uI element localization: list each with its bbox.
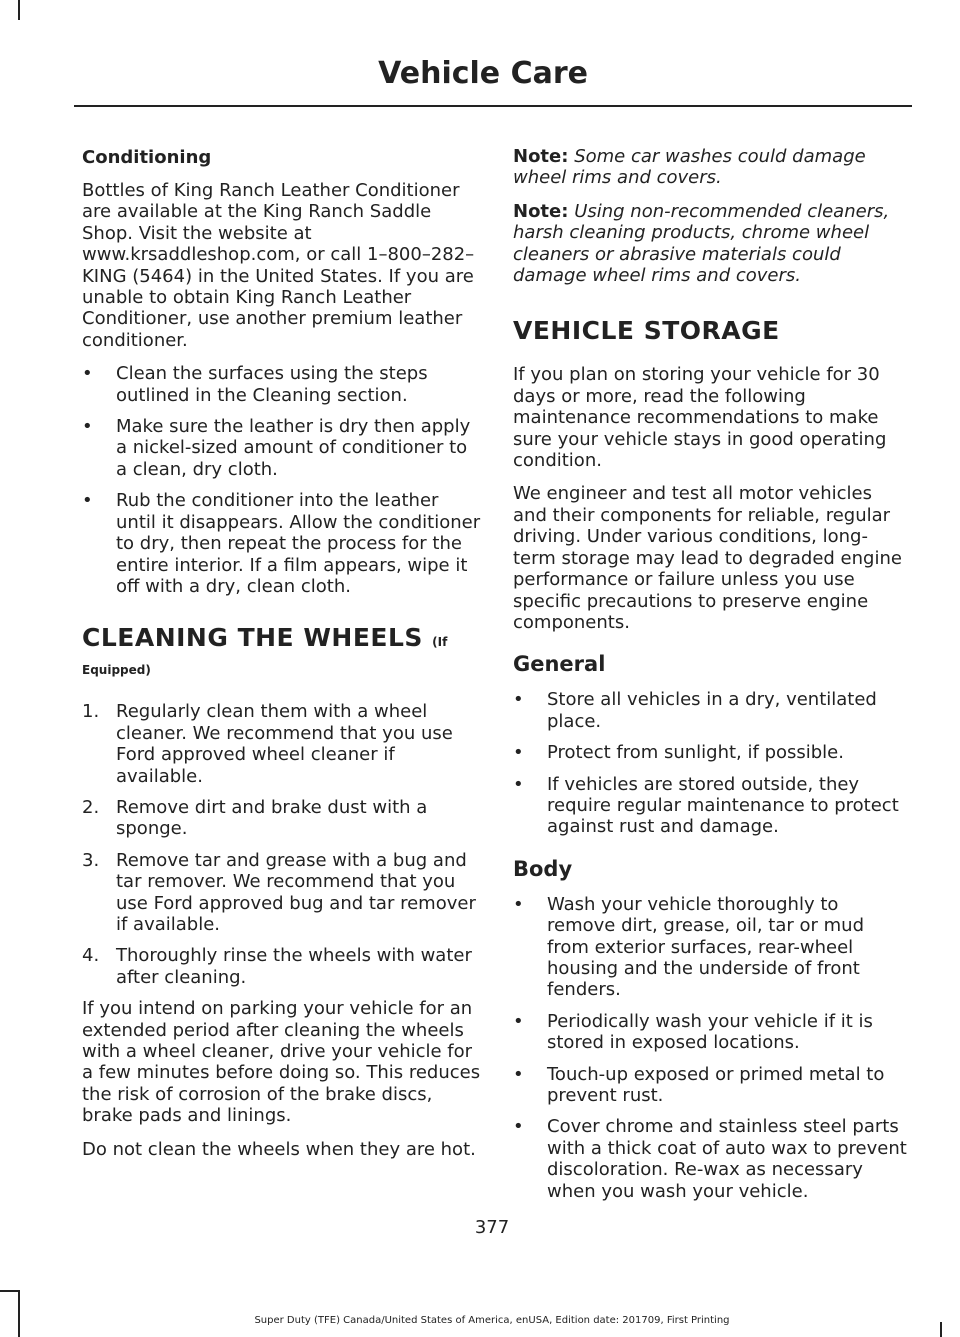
right-column <box>513 146 909 1212</box>
conditioning-bullet <box>82 363 482 406</box>
note-label: Note: <box>513 200 569 222</box>
crop-mark-bottom-left <box>18 1290 20 1337</box>
step-text: Regularly clean them with a wheel cleaner. We recommend that you use Ford approved wheel cleaner if available. <box>116 701 453 787</box>
step-text: Remove dirt and brake dust with a sponge. <box>116 796 428 840</box>
bullet-text: Touch-up exposed or primed metal to prevent rust. <box>547 1063 885 1106</box>
conditioning-bullet <box>82 490 482 597</box>
note-label: Note: <box>513 146 569 167</box>
wheels-steps-list <box>82 701 482 988</box>
bullet-text: Protect from sunlight, if possible. <box>547 742 844 764</box>
bullet-mark: • <box>513 1063 524 1085</box>
page-number: 377 <box>474 1217 510 1238</box>
crop-mark-top-left <box>18 0 20 20</box>
bullet-text: Rub the conditioner into the leather until it disappears. Allow the conditioner to dry, then repeat the process for the entire interior. If a film appears, wipe it off with a dry, clean cloth. <box>116 490 481 597</box>
step-text: Thoroughly rinse the wheels with water after cleaning. <box>116 945 472 988</box>
crop-mark-bottom-left-h <box>0 1290 20 1292</box>
wheels-paragraph-2: Do not clean the wheels when they are hot. <box>82 1138 476 1160</box>
conditioning-paragraph: Bottles of King Ranch Leather Conditioner are available at the King Ranch Saddle Shop. Visit the website at www.krsaddleshop.com, or call 1–800–282–KING (5464) in the United States. If you are unable to obtain King Ranch Leather Conditioner, use another premium leather conditioner. <box>82 180 475 351</box>
note-text: Some car washes could damage wheel rims and covers. <box>513 146 866 189</box>
bullet-mark: • <box>513 1010 524 1032</box>
bullet-mark: • <box>513 742 524 764</box>
wheels-step <box>82 850 482 936</box>
general-bullet <box>513 774 909 838</box>
bullet-mark: • <box>513 1116 524 1138</box>
bullet-text: Make sure the leather is dry then apply a nickel-sized amount of conditioner to a clean, dry cloth. <box>116 416 471 480</box>
general-bullet <box>513 689 909 732</box>
step-text: Remove tar and grease with a bug and tar remover. We recommend that you use Ford approved bug and tar remover if available. <box>116 849 476 935</box>
page-header-title: Vehicle Care <box>378 56 588 91</box>
bullet-mark: • <box>82 490 93 512</box>
body-bullet <box>513 1116 909 1202</box>
general-bullet-list <box>513 689 909 837</box>
note-2 <box>513 201 909 287</box>
wheels-heading-qualifier: (If <box>432 635 448 650</box>
wheels-step <box>82 797 482 840</box>
bullet-text: If vehicles are stored outside, they require regular maintenance to protect against rust and damage. <box>547 773 899 838</box>
wheels-heading-qualifier-2: Equipped) <box>82 663 151 678</box>
bullet-text: Clean the surfaces using the steps outlined in the Cleaning section. <box>116 363 428 406</box>
bullet-mark: • <box>513 893 524 915</box>
step-number: 3. <box>82 849 100 871</box>
general-heading: General <box>513 652 606 677</box>
bullet-text: Cover chrome and stainless steel parts with a thick coat of auto wax to prevent discoloration. Re-wax as necessary when you wash your vehicle. <box>547 1116 907 1202</box>
note-text: Using non-recommended cleaners, harsh cleaning products, chrome wheel cleaners or abrasive materials could damage wheel rims and covers. <box>513 200 890 287</box>
storage-heading: VEHICLE STORAGE <box>513 316 780 346</box>
general-bullet <box>513 742 909 763</box>
wheels-paragraph-1: If you intend on parking your vehicle for an extended period after cleaning the wheels with a wheel cleaner, drive your vehicle for a few minutes before doing so. This reduces the risk of corrosion of the brake discs, brake pads and linings. <box>82 998 481 1127</box>
body-bullet <box>513 1011 909 1054</box>
wheels-heading <box>82 623 482 657</box>
edition-footer: Super Duty (TFE) Canada/United States of America, enUSA, Edition date: 201709, First Printing <box>254 1315 730 1326</box>
left-column <box>82 146 482 1172</box>
wheels-step <box>82 945 482 988</box>
storage-paragraph-1: If you plan on storing your vehicle for 30 days or more, read the following maintenance recommendations to make sure your vehicle stays in good operating condition. <box>513 364 887 472</box>
note-1 <box>513 146 909 189</box>
bullet-text: Store all vehicles in a dry, ventilated place. <box>547 689 877 732</box>
body-bullet <box>513 894 909 1001</box>
step-number: 4. <box>82 945 100 967</box>
header-rule <box>74 105 912 107</box>
storage-paragraph-2: We engineer and test all motor vehicles and their components for reliable, regular driving. Under various conditions, long-term storage may lead to degraded engine performance or failure unless you use specific precautions to preserve engine components. <box>513 483 902 633</box>
bullet-text: Wash your vehicle thoroughly to remove dirt, grease, oil, tar or mud from exterior surfaces, rear-wheel housing and the underside of front fenders. <box>547 893 865 1001</box>
wheels-step <box>82 701 482 787</box>
step-number: 2. <box>82 796 100 818</box>
conditioning-bullet-list <box>82 363 482 597</box>
body-bullet-list <box>513 894 909 1202</box>
conditioning-heading: Conditioning <box>82 147 212 168</box>
bullet-mark: • <box>513 689 524 711</box>
step-number: 1. <box>82 701 100 723</box>
bullet-text: Periodically wash your vehicle if it is stored in exposed locations. <box>547 1010 873 1054</box>
bullet-mark: • <box>82 416 93 438</box>
bullet-mark: • <box>82 363 93 385</box>
wheels-heading-text: CLEANING THE WHEELS <box>82 623 423 653</box>
body-bullet <box>513 1064 909 1107</box>
conditioning-bullet <box>82 416 482 480</box>
bullet-mark: • <box>513 773 524 795</box>
body-heading: Body <box>513 856 573 881</box>
